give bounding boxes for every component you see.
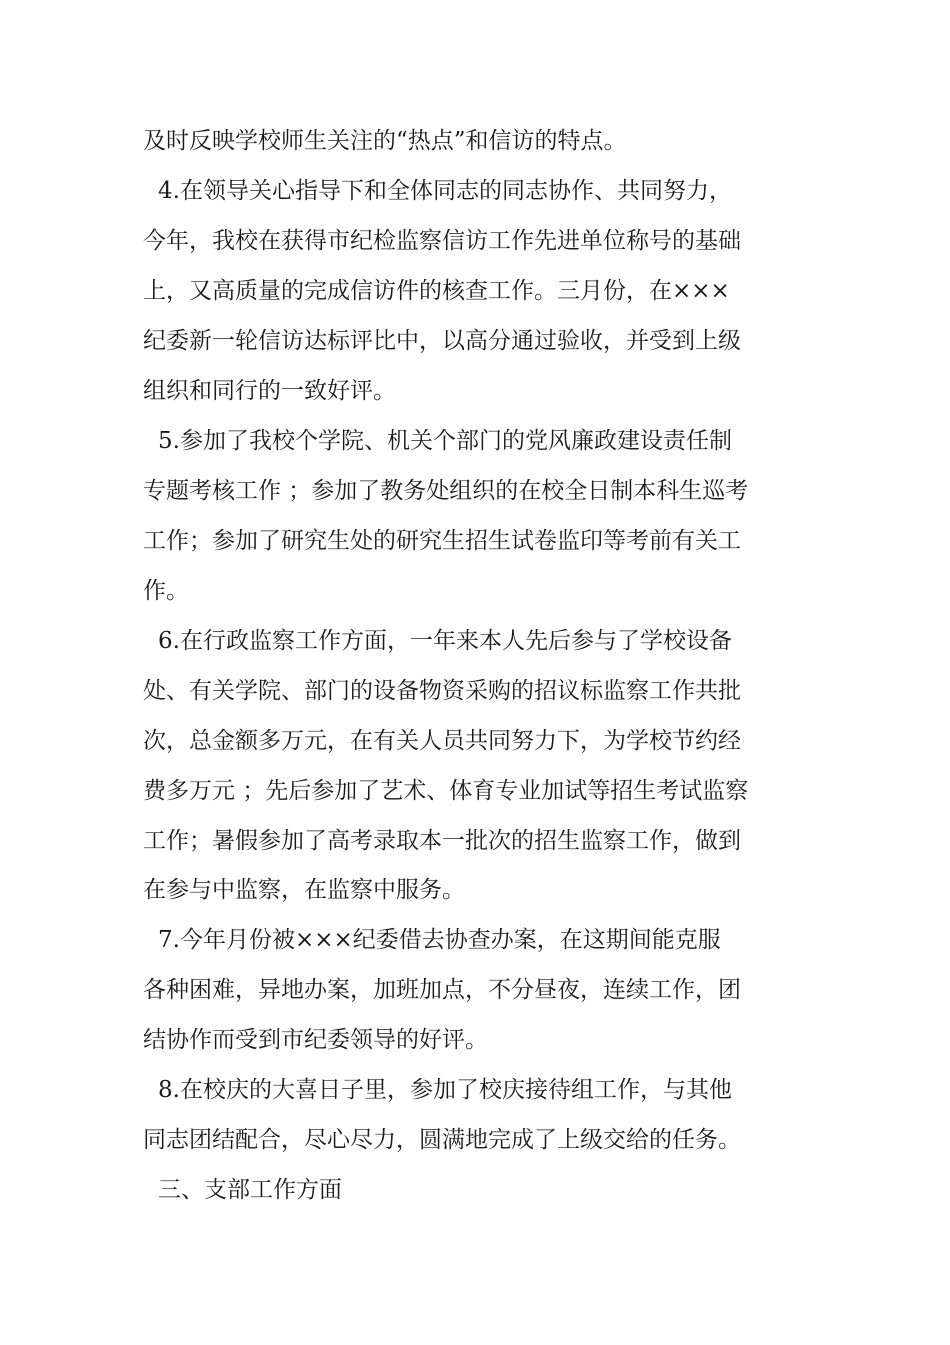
paragraph-line: 组织和同行的一致好评。 [143, 378, 396, 404]
paragraph-line: 上，又高质量的完成信访件的核查工作。三月份，在××× [143, 278, 730, 304]
paragraph-line: 作。 [143, 578, 189, 604]
paragraph-line: 及时反映学校师生关注的“热点”和信访的特点。 [143, 128, 627, 154]
paragraph-line: 8.在校庆的大喜日子里，参加了校庆接待组工作，与其他 [158, 1077, 732, 1103]
section-heading: 三、支部工作方面 [158, 1177, 342, 1203]
paragraph-line: 工作；参加了研究生处的研究生招生试卷监印等考前有关工 [143, 528, 741, 554]
paragraph-line: 5.参加了我校个学院、机关个部门的党风廉政建设责任制 [158, 428, 732, 454]
paragraph-line: 各种困难，异地办案，加班加点，不分昼夜，连续工作，团 [143, 977, 741, 1003]
paragraph-line: 4.在领导关心指导下和全体同志的同志协作、共同努力， [158, 178, 732, 204]
paragraph-line: 6.在行政监察工作方面，一年来本人先后参与了学校设备 [158, 628, 732, 654]
paragraph-line: 纪委新一轮信访达标评比中，以高分通过验收，并受到上级 [143, 328, 741, 354]
paragraph-line: 结协作而受到市纪委领导的好评。 [143, 1027, 488, 1053]
paragraph-line: 专题考核工作 ；参加了教务处组织的在校全日制本科生巡考 [143, 478, 749, 504]
paragraph-line: 费多万元 ；先后参加了艺术、体育专业加试等招生考试监察 [143, 778, 749, 804]
paragraph-line: 在参与中监察，在监察中服务。 [143, 877, 465, 903]
paragraph-line: 今年，我校在获得市纪检监察信访工作先进单位称号的基础 [143, 228, 741, 254]
paragraph-line: 工作；暑假参加了高考录取本一批次的招生监察工作，做到 [143, 828, 741, 854]
paragraph-line: 处、有关学院、部门的设备物资采购的招议标监察工作共批 [143, 678, 741, 704]
paragraph-line: 次，总金额多万元，在有关人员共同努力下，为学校节约经 [143, 728, 741, 754]
paragraph-line: 7.今年月份被×××纪委借去协查办案，在这期间能克服 [158, 927, 721, 953]
paragraph-line: 同志团结配合，尽心尽力，圆满地完成了上级交给的任务。 [143, 1127, 741, 1153]
